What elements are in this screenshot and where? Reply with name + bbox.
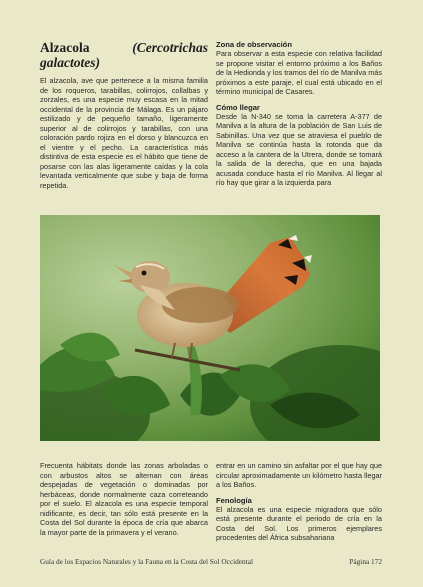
fenologia-heading: Fenología	[216, 495, 252, 505]
intro-paragraph: El alzacola, ave que pertenece a la misma familia de los roqueros, tarabillas, colirrojos, collalbas y zorzales, es una especie muy escasa en la mitad occidental de la provincia de Málaga. Es un pájaro estilizado y de pequeño tamaño, ligeramente superior al de colirrojos y tarabillas, con una coloración pardo rojiza en el dorso y blancuzca en el vientre y el pecho. La característica más distintiva de esta especie es el hábito que tiene de posarse con las alas ligeramente caídas y la cola levantada verticalmente que sube y baja de forma repetida.	[40, 76, 208, 190]
page-number: Página 172	[349, 557, 382, 566]
left-column-top	[40, 40, 208, 190]
como-heading: Cómo llegar	[216, 102, 260, 112]
como-paragraph: Desde la N-340 se toma la carretera A-377 de Manilva a la altura de la población de San Luis de Sabinillas. Una vez que se atraviesa el pueblo de Manilva se continúa hasta la rotonda que da acceso a la cantera de la Utrera, donde se tomará la salida de la derecha, que en una bajada acusada conduce hasta el río Manilva. Al llegar al río hay que girar a la izquierda para	[216, 111, 382, 187]
footer-guide-title: Guía de los Espacios Naturales y la Fauna en la Costa del Sol Occidental	[40, 557, 253, 566]
alzacola-illustration	[40, 215, 380, 441]
left-column-bottom	[40, 461, 208, 537]
zona-heading: Zona de observación	[216, 40, 292, 49]
page-footer	[40, 557, 382, 566]
bird-photo	[40, 215, 380, 441]
species-common-name: Alzacola	[40, 40, 90, 55]
right-column-bottom	[216, 461, 382, 543]
zona-paragraph: Para observar a esta especie con relativa facilidad se propone visitar el entorno próximo a los Baños de la Hedionda y los tramos del río de Manilva más próximos a este paraje, el cual está ubicado en el término municipal de Casares.	[216, 49, 382, 96]
como-paragraph-continued: entrar en un camino sin asfaltar por el que hay que circular aproximadamente un kilómetro hasta llegar a los Baños.	[216, 461, 382, 489]
habitat-paragraph: Frecuenta hábitats donde las zonas arboladas o con arbustos altos se alternan con áreas despejadas de vegetación o dominadas por herbáceas, donde normalmente caza correteando por el suelo. El alzacola es una especie temporal nidificante, es decir, tan sólo está presente en la Costa del Sol durante la época de cría que abarca la mayor parte de la primavera y el verano.	[40, 461, 208, 537]
species-scientific-name: (Cercotrichas galactotes)	[40, 40, 208, 70]
species-title	[40, 40, 208, 70]
fenologia-paragraph: El alzacola es una especie migradora que sólo está presente durante el periodo de cría en la Costa del Sol. Los primeros ejemplares procedentes del África subsahariana	[216, 504, 382, 542]
right-column-top	[216, 40, 382, 188]
